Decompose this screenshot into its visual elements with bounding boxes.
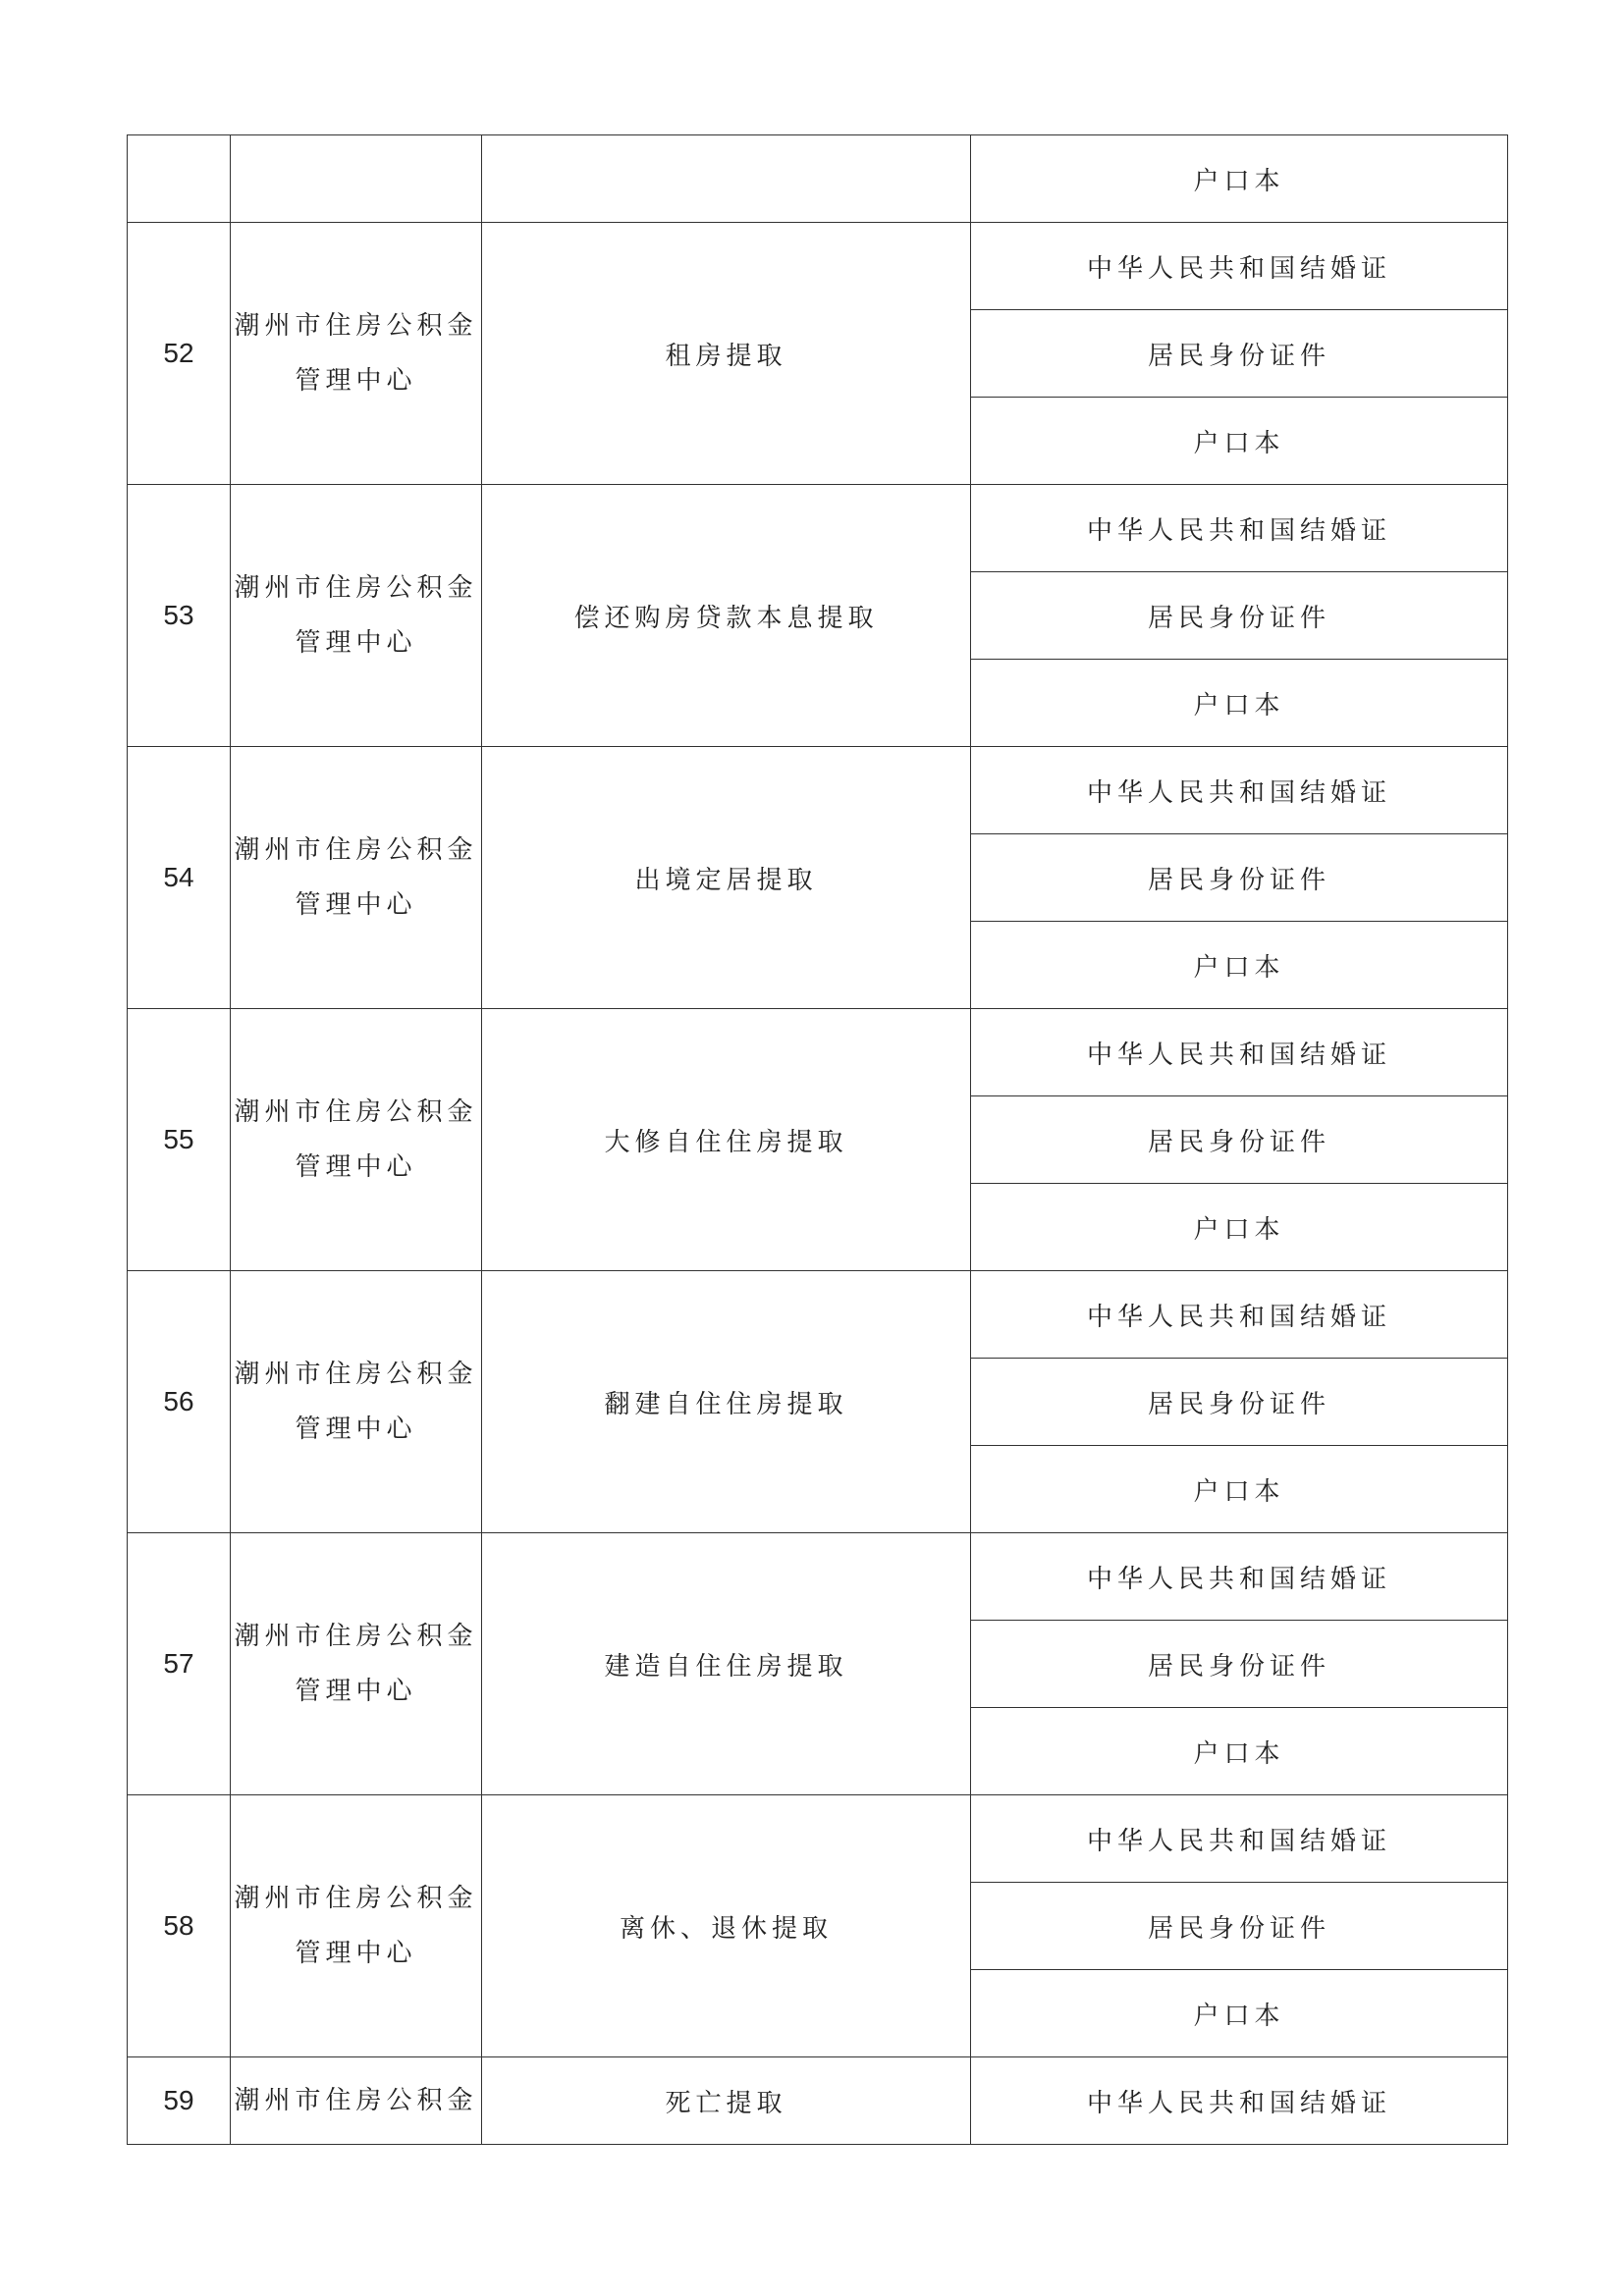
- table-row: [128, 1271, 1508, 1359]
- materials-table: [127, 134, 1508, 2145]
- department-cell: [231, 1795, 482, 2057]
- department-line-2: 管理中心: [295, 1939, 417, 1968]
- material-cell: 户口本: [971, 1708, 1508, 1795]
- row-number-cell: 59: [128, 2057, 231, 2145]
- service-item-cell: [482, 135, 971, 223]
- department-line-1: 潮州市住房公积金: [234, 1360, 478, 1389]
- department-cell: [231, 1009, 482, 1271]
- table-row: [128, 135, 1508, 223]
- material-cell: 居民身份证件: [971, 1359, 1508, 1446]
- department-cell: [231, 747, 482, 1009]
- material-cell: 中华人民共和国结婚证: [971, 485, 1508, 572]
- row-number-cell: 58: [128, 1795, 231, 2057]
- material-cell: 户口本: [971, 1184, 1508, 1271]
- department-line-2: 管理中心: [295, 1677, 417, 1706]
- department-line-1: 潮州市住房公积金: [234, 835, 478, 865]
- department-line-1: 潮州市住房公积金: [234, 573, 478, 603]
- table-row: [128, 1009, 1508, 1096]
- service-item-cell: 死亡提取: [482, 2057, 971, 2145]
- material-cell: 中华人民共和国结婚证: [971, 2057, 1508, 2145]
- department-cell: [231, 485, 482, 747]
- material-cell: 中华人民共和国结婚证: [971, 223, 1508, 310]
- material-cell: 居民身份证件: [971, 1883, 1508, 1970]
- row-number-cell: 54: [128, 747, 231, 1009]
- service-item-cell: 建造自住住房提取: [482, 1533, 971, 1795]
- department-line-1: 潮州市住房公积金: [234, 1884, 478, 1913]
- row-number-cell: 53: [128, 485, 231, 747]
- material-cell: 户口本: [971, 922, 1508, 1009]
- department-line-2: 管理中心: [295, 890, 417, 920]
- material-cell: 居民身份证件: [971, 572, 1508, 660]
- department-cell: [231, 223, 482, 485]
- row-number-cell: 52: [128, 223, 231, 485]
- row-number-cell: [128, 135, 231, 223]
- service-item-cell: 离休、退休提取: [482, 1795, 971, 2057]
- department-cell: [231, 135, 482, 223]
- row-number-cell: 56: [128, 1271, 231, 1533]
- material-cell: 户口本: [971, 1970, 1508, 2057]
- table-row: [128, 485, 1508, 572]
- material-cell: 居民身份证件: [971, 834, 1508, 922]
- table-row: [128, 1795, 1508, 1883]
- department-cell: [231, 1271, 482, 1533]
- material-cell: 居民身份证件: [971, 1621, 1508, 1708]
- department-line-2: 管理中心: [295, 1152, 417, 1182]
- material-cell: 户口本: [971, 398, 1508, 485]
- table-row: [128, 1533, 1508, 1621]
- department-cell: [231, 1533, 482, 1795]
- table-row: [128, 223, 1508, 310]
- material-cell: 户口本: [971, 135, 1508, 223]
- table-row: [128, 747, 1508, 834]
- service-item-cell: 翻建自住住房提取: [482, 1271, 971, 1533]
- department-line-1: 潮州市住房公积金: [234, 2086, 478, 2115]
- service-item-cell: 租房提取: [482, 223, 971, 485]
- material-cell: 中华人民共和国结婚证: [971, 1795, 1508, 1883]
- material-cell: 中华人民共和国结婚证: [971, 747, 1508, 834]
- table-row: [128, 2057, 1508, 2145]
- department-line-1: 潮州市住房公积金: [234, 1622, 478, 1651]
- department-line-2: 管理中心: [295, 1415, 417, 1444]
- table-body: [128, 135, 1508, 2145]
- department-line-2: 管理中心: [295, 366, 417, 396]
- material-cell: 居民身份证件: [971, 1096, 1508, 1184]
- row-number-cell: 55: [128, 1009, 231, 1271]
- material-cell: 户口本: [971, 1446, 1508, 1533]
- material-cell: 户口本: [971, 660, 1508, 747]
- material-cell: 中华人民共和国结婚证: [971, 1271, 1508, 1359]
- department-line-2: 管理中心: [295, 628, 417, 658]
- service-item-cell: 出境定居提取: [482, 747, 971, 1009]
- material-cell: 居民身份证件: [971, 310, 1508, 398]
- service-item-cell: 大修自住住房提取: [482, 1009, 971, 1271]
- department-line-1: 潮州市住房公积金: [234, 1097, 478, 1127]
- service-item-cell: 偿还购房贷款本息提取: [482, 485, 971, 747]
- department-line-1: 潮州市住房公积金: [234, 311, 478, 341]
- material-cell: 中华人民共和国结婚证: [971, 1009, 1508, 1096]
- material-cell: 中华人民共和国结婚证: [971, 1533, 1508, 1621]
- row-number-cell: 57: [128, 1533, 231, 1795]
- department-cell: [231, 2057, 482, 2145]
